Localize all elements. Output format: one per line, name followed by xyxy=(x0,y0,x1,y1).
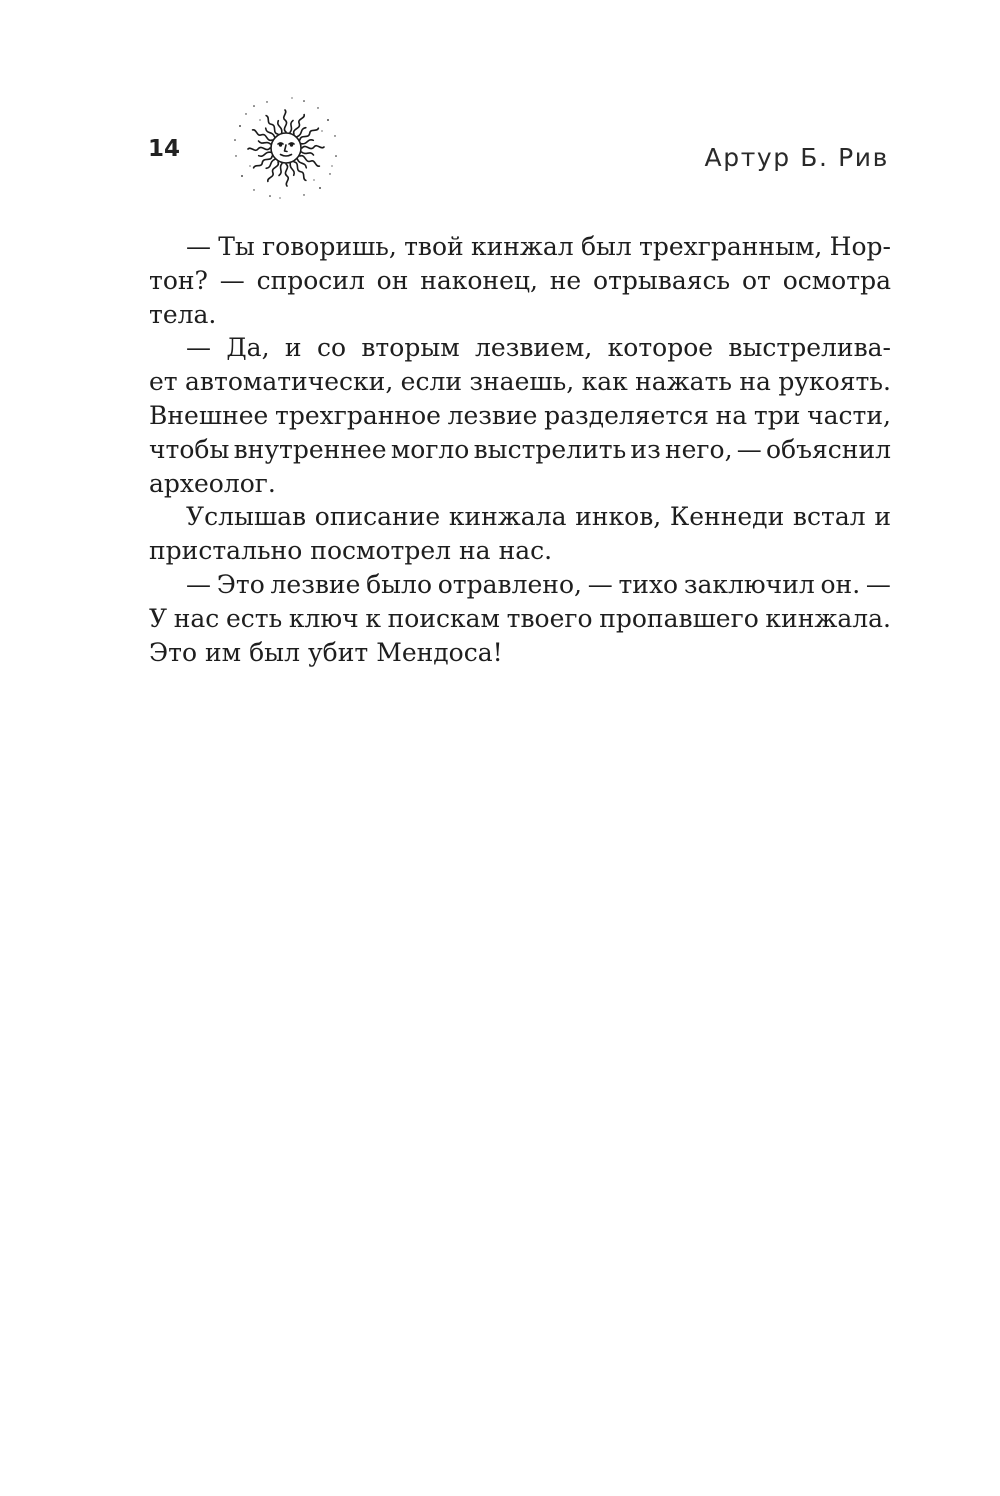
paragraph xyxy=(149,230,891,331)
text-line: У нас есть ключ к поискам твоего пропавшего кинжала. xyxy=(149,603,891,633)
page-number: 14 xyxy=(148,136,181,162)
text-line: — Ты говоришь, твой кинжал был трехгранным, Нор- xyxy=(186,232,891,261)
text-line: — Да, и со вторым лезвием, которое выстрелива- xyxy=(186,333,891,363)
paragraph xyxy=(149,568,891,669)
text-line: пристально посмотрел на нас. xyxy=(149,536,553,566)
text-line: Услышав описание кинжала инков, Кеннеди встал и xyxy=(186,502,891,532)
paragraph xyxy=(149,500,891,568)
sun-face-icon xyxy=(232,96,340,200)
text-line: тела. xyxy=(149,299,217,329)
running-head-author: Артур Б. Рив xyxy=(704,143,889,172)
text-line: — Это лезвие было отравлено, — тихо заключил он. — xyxy=(186,569,891,599)
text-line: чтобы внутреннее могло выстрелить из него, — объяснил xyxy=(149,434,891,464)
paragraph xyxy=(149,331,891,500)
text-line: Внешнее трехгранное лезвие разделяется на три части, xyxy=(149,400,891,430)
text-line: археолог. xyxy=(149,468,276,498)
text-line: тон? — спросил он наконец, не отрываясь от осмотра xyxy=(149,265,891,295)
body-text xyxy=(149,230,891,669)
text-line: Это им был убит Мендоса! xyxy=(149,637,503,667)
text-line: ет автоматически, если знаешь, как нажать на рукоять. xyxy=(149,367,891,397)
